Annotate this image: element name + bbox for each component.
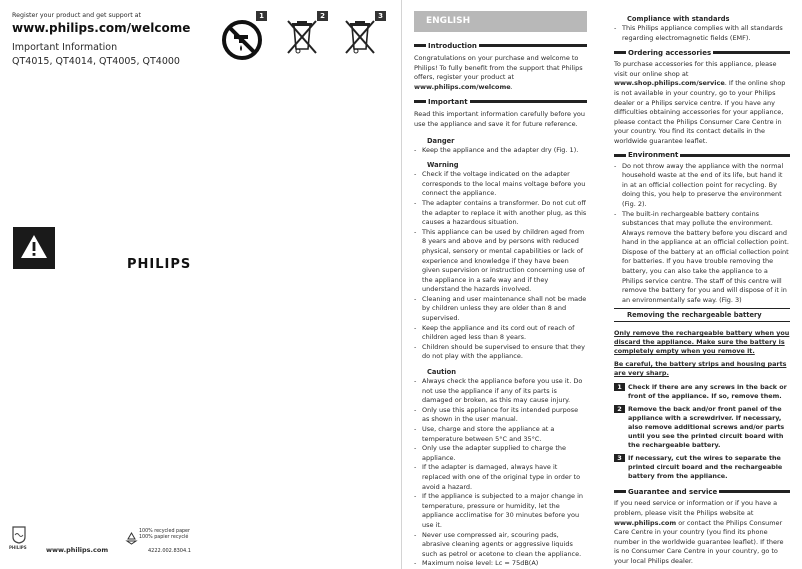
warning-item: - The adapter contains a transformer. Do not cut off the adapter to replace it with another plug, as this causes a hazardous situation. xyxy=(414,198,587,227)
warning-item: - This appliance can be used by children aged from 8 years and above and by persons with reduced physical, sensory or mental capabilities or lack of experience and knowledge if they have been given supervision or instruction concerning use of the appliance in a safe way and if they understand the hazards involved. xyxy=(414,227,585,294)
fig-label-1: 1 xyxy=(256,11,267,21)
compliance-title: Compliance with standards xyxy=(627,15,730,23)
caution-title: Caution xyxy=(427,368,457,377)
guarantee-header: Guarantee and service xyxy=(614,487,790,496)
footer-logo-text: PHILIPS xyxy=(9,545,27,550)
important-header: Important xyxy=(414,97,587,106)
removing-title: Removing the rechargeable battery xyxy=(614,308,790,322)
environment-item: - Do not throw away the appliance with the normal household waste at the end of its life, but hand it in at an official collection point for recycling. By doing this, you help to preserve the environment (Fig. 2). xyxy=(614,161,784,208)
column-2 xyxy=(614,14,790,567)
warning-item: - Keep the appliance and its cord out of reach of children aged less than 8 years. xyxy=(414,323,575,342)
fig-label-2: 2 xyxy=(317,11,328,21)
danger-title: Danger xyxy=(427,136,455,145)
brand-logo: PHILIPS xyxy=(127,257,192,272)
compliance-item: - This Philips appliance complies with all standards regarding electromagnetic fields (EMF). xyxy=(614,24,783,42)
environment-header: Environment xyxy=(614,151,790,160)
caution-item: - Only use this appliance for its intended purpose as shown in the user manual. xyxy=(414,405,579,424)
guarantee-text: If you need service or information or if you have a problem, please visit the Philips website at www.philips.com or contact the Philips Consumer Care Centre in your country (you find its phone number in the worldwide guarantee leaflet). If there is no Consumer Care Centre in your country, go to your local Philips dealer. xyxy=(614,499,784,565)
crossed-bin-icon xyxy=(284,17,320,57)
register-text: Register your product and get support at xyxy=(12,12,142,19)
philips-shield-icon xyxy=(12,526,26,544)
ordering-header: Ordering accessories xyxy=(614,48,790,57)
model-list: QT4015, QT4014, QT4005, QT4000 xyxy=(12,56,180,67)
caution-item: - Always check the appliance before you use it. Do not use the appliance if any of its parts is damaged or broken, as this may cause injury. xyxy=(414,377,583,405)
language-banner xyxy=(414,11,587,32)
recycle-line-2: 100% papier recyclé xyxy=(139,535,189,540)
step-2: 2 Remove the back and/or front panel of the appliance with a screwdriver. If necessary, also remove additional screws and/or parts until you see the printed circuit board with the rechargeable battery. xyxy=(614,405,790,450)
caution-item: - Only use the adapter supplied to charge the appliance. xyxy=(414,444,567,462)
step-1: 1 Check if there are any screws in the back or front of the appliance. If so, remove them. xyxy=(614,383,790,401)
recycle-icon xyxy=(125,530,138,543)
caution-item: - If the appliance is subjected to a major change in temperature, pressure or humidity, let the appliance acclimatise for 30 minutes before you use it. xyxy=(414,492,583,529)
intro-link[interactable]: www.philips.com/welcome xyxy=(414,82,511,91)
crossed-bin-battery-icon xyxy=(342,17,378,57)
warning-title: Warning xyxy=(427,161,459,170)
ordering-text: To purchase accessories for this appliance, please visit our online shop at www.shop.philips.com/service. If the online shop is not available in your country, go to your Philips dealer or a Philips service centre. If you have any difficulties obtaining accessories for your appliance, please contact the Philips Consumer Care Centre in your country. You find its contact details in the worldwide guarantee leaflet. xyxy=(614,60,786,145)
important-info-title: Important Information xyxy=(12,42,118,53)
fig-label-3: 3 xyxy=(375,11,386,21)
caution-item: - Never use compressed air, scouring pads, abrasive cleaning agents or aggressive liquids such as petrol or acetone to clean the appliance. xyxy=(414,530,582,558)
intro-text: Congratulations on your purchase and welcome to Philips! To fully benefit from the support that Philips offers, register your product at www.philips.com/welcome. xyxy=(414,54,583,91)
footer-website: www.philips.com xyxy=(46,546,109,554)
removing-note-2: Be careful, the battery strips and housing parts are very sharp. xyxy=(614,360,787,378)
important-text: Read this important information carefully before you use the appliance and save it for future reference. xyxy=(414,110,586,128)
no-water-icon xyxy=(220,18,264,62)
recycle-line-1: 100% recycled paper xyxy=(139,529,190,534)
warning-item: - Check if the voltage indicated on the adapter corresponds to the local mains voltage before you connect the appliance. xyxy=(414,170,586,198)
environment-item: - The built-in rechargeable battery contains substances that may pollute the environment. Always remove the battery before you discard and hand in the appliance at an official collection point. Dispose of the battery at an official collection point for batteries. If you have trouble removing the battery, you can also take the appliance to a Philips service centre. The staff of this centre will remove the battery for you and will dispose of it in an environmentally safe way. (Fig. 3) xyxy=(614,209,789,304)
guarantee-link[interactable]: www.philips.com xyxy=(614,518,677,527)
column-1 xyxy=(414,41,587,569)
website-link[interactable]: www.philips.com/welcome xyxy=(12,21,191,35)
recycle-text xyxy=(139,529,190,541)
language-title: ENGLISH xyxy=(426,16,471,26)
warning-item: - Children should be supervised to ensure that they do not play with the appliance. xyxy=(414,342,586,361)
danger-item: - Keep the appliance and the adapter dry (Fig. 1). xyxy=(414,145,579,154)
page-fold xyxy=(401,0,402,569)
caution-item: - If the adapter is damaged, always have it replaced with one of the original type in order to avoid a hazard. xyxy=(414,463,581,491)
shop-link[interactable]: www.shop.philips.com/service xyxy=(614,79,725,88)
removing-note-1: Only remove the rechargeable battery when you discard the appliance. Make sure the battery is completely empty when you remove it. xyxy=(614,329,790,356)
document-code: 4222.002.8304.1 xyxy=(148,548,191,554)
step-3: 3 If necessary, cut the wires to separate the printed circuit board and the rechargeable battery from the appliance. xyxy=(614,454,790,481)
warning-icon xyxy=(13,227,55,269)
warning-item: - Cleaning and user maintenance shall not be made by children unless they are older than 8 and supervised. xyxy=(414,294,587,323)
caution-item: - Maximum noise level: Lc = 75dB(A) xyxy=(414,559,539,568)
intro-header: Introduction xyxy=(414,41,587,50)
caution-item: - Use, charge and store the appliance at a temperature between 5°C and 35°C. xyxy=(414,425,555,443)
